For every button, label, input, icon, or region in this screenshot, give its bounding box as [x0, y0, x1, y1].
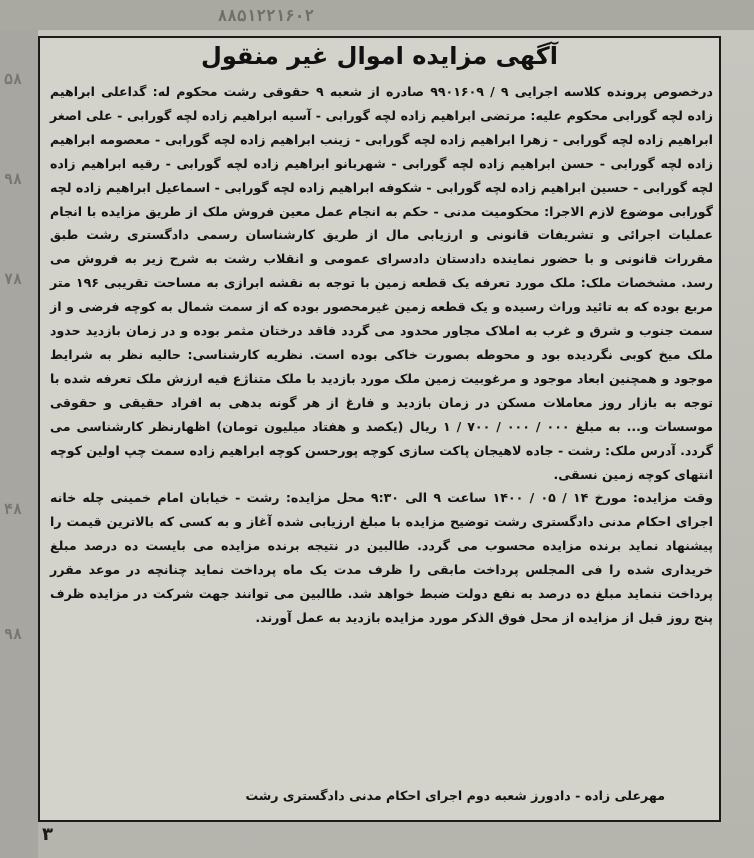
page-number: ۳ — [42, 824, 53, 845]
notice-signature: مهرعلی زاده - دادورز شعبه دوم اجرای احکام مدنی دادگستری رشت — [245, 788, 665, 803]
header-strip-number: ۸۸۵۱۲۲۱۶۰۲ — [217, 6, 314, 25]
bleed-through-mark: ۷۸ — [4, 270, 23, 288]
header-strip — [0, 0, 754, 30]
bleed-through-mark: ۹۸ — [4, 170, 23, 188]
bleed-through-mark: ۹۸ — [4, 625, 23, 643]
auction-notice-box — [38, 36, 721, 822]
notice-body — [50, 80, 713, 630]
bleed-through-mark: ۵۸ — [4, 70, 23, 88]
bleed-through-mark: ۴۸ — [4, 500, 23, 518]
notice-paragraph-case-details: درخصوص پرونده کلاسه اجرایی ۹ / ۹۹۰۱۶۰۹ صادره از شعبه ۹ حقوقی رشت محکوم له: گداعلی ابراهیم زاده لچه گورابی محکوم علیه: مرتضی ابراهیم زاده لچه گورابی - آسیه ابراهیم زاده لچه گورابی - علی اصغر ابراهیم زاده لچه گورابی - زهرا ابراهیم زاده لچه گورابی - زینب ابراهیم زاده لچه گورابی - معصومه ابراهیم زاده لچه گورابی - حسن ابراهیم زاده لچه گورابی - شهربانو ابراهیم زاده لچه گورابی - رقیه ابراهیم زاده لچه گورابی - حسین ابراهیم زاده لچه گورابی - شکوفه ابراهیم زاده لچه گورابی - اسماعیل ابراهیم زاده لچه گورابی موضوع لازم الاجرا: محکومیت مدنی - حکم به انجام عمل معین فروش ملک از طریق مزایده با انجام عملیات اجرائی و تشریفات قانونی و ارزیابی مال از طریق کارشناسان رسمی دادگستری رشت طبق مقررات قانونی و با حضور نماینده دادستان دادسرای عمومی و انقلاب رشت به شرح زیر به فروش می رسد. مشخصات ملک: ملک مورد تعرفه یک قطعه زمین با توجه به نقشه ابرازی به مساحت تقریبی ۱۹۶ متر مربع بوده که به تائید وراث رسیده و یک قطعه زمین غیرمحصور بوده که از سمت شمال به کوچه فرضی و از سمت جنوب و شرق و غرب به املاک مجاور محدود می گردد فاقد درختان مثمر بوده و در زمان بازدید حدود ملک میخ کوبی نگردیده بود و محوطه بصورت خاکی بوده است. نظریه کارشناسی: حالیه نظر به شرایط موجود و همچنین ابعاد موجود و مرغوبیت زمین ملک مورد بازدید با ملک متناژع فیه ارزش ملک تعرفه شده با توجه به بازار روز معاملات مسکن در زمان بازدید و فارغ از هر گونه بدهی به افراد حقیقی و حقوقی موسسات و... به مبلغ ۰۰۰ / ۰۰۰ / ۷۰۰ / ۱ ریال (یکصد و هفتاد میلیون تومان) اظهارنظر کارشناسی می گردد. آدرس ملک: رشت - جاده لاهیجان پاکت سازی کوچه پورحسن کوچه ابراهیم زاده سمت چپ اولین کوچه انتهای کوچه زمین نسقی. — [50, 84, 714, 482]
notice-title: آگهی مزایده اموال غیر منقول — [201, 42, 558, 70]
notice-paragraph-auction-terms: وقت مزایده: مورخ ۱۴ / ۰۵ / ۱۴۰۰ ساعت ۹ الی ۹:۳۰ محل مزایده: رشت - خیابان امام خمینی چله خانه اجرای احکام مدنی دادگستری رشت توضیح مزایده با مبلغ ارزیابی شده آغاز و به کسی که بالاترین قیمت را پیشنهاد نماید برنده مزایده محسوب می گردد. طالبین در نتیجه برنده مزایده می بایست ده درصد مبلغ خریداری شده را فی المجلس پرداخت مابقی را ظرف مدت یک ماه پرداخت نماید چنانچه در موعد مقرر پرداخت ننماید مبلغ ده درصد به نفع دولت ضبط خواهد شد. طالبین می توانند جهت شرکت در مزایده ظرف پنج روز قبل از مزایده از محل فوق الذکر مورد مزایده بازدید به عمل آورند. — [50, 490, 713, 625]
adjacent-column-edge — [0, 30, 38, 858]
